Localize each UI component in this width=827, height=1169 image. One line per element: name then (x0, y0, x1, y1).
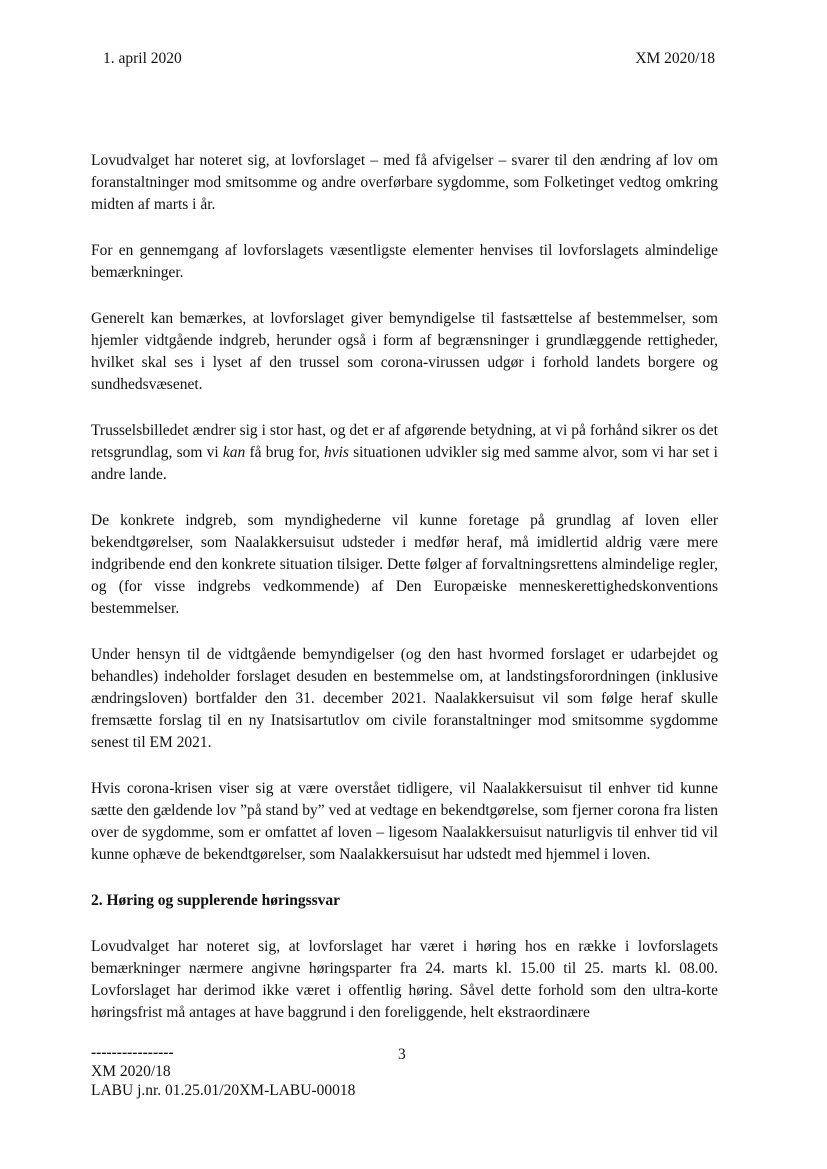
header-date: 1. april 2020 (103, 50, 182, 67)
footer-journal-number: LABU j.nr. 01.25.01/20XM-LABU-00018 (91, 1082, 356, 1099)
page-number: 3 (398, 1046, 406, 1063)
paragraph: Lovudvalget har noteret sig, at lovforslaget har været i høring hos en række i lovforslagets bemærkninger nærmere angivne høringsparter fra 24. marts kl. 15.00 til 25. marts kl. 08.00. Lovforslaget har derimod ikke været i offentlig høring. Såvel dette forhold som den ultra-korte høringsfrist må antages at have baggrund i den foreliggende, helt ekstraordinære (91, 938, 718, 1021)
section-heading: 2. Høring og supplerende høringssvar (91, 892, 341, 909)
paragraph: Lovudvalget har noteret sig, at lovforslaget – med få afvigelser – svarer til den ændring af lov om foranstaltninger mod smitsomme og andre overførbare sygdomme, som Folketinget vedtog omkring midten af marts i år. (91, 152, 718, 213)
document-body (91, 150, 718, 1048)
paragraph-text: få brug for, (245, 444, 324, 461)
paragraph-text: situationen udvikler sig med samme alvor, som vi har set i andre lande. (91, 444, 718, 483)
paragraph: For en gennemgang af lovforslagets væsentligste elementer henvises til lovforslagets almindelige bemærkninger. (91, 242, 718, 281)
emphasis-text: hvis (323, 444, 349, 461)
paragraph: De konkrete indgreb, som myndighederne vil kunne foretage på grundlag af loven eller bekendtgørelser, som Naalakkersuisut udsteder i medfør heraf, må imidlertid aldrig være mere indgribende end den konkrete situation tilsiger. Dette følger af forvaltningsrettens almindelige regler, og (for visse indgrebs vedkommende) af Den Europæiske menneskerettighedskonventions bestemmelser. (91, 512, 718, 617)
header-reference: XM 2020/18 (635, 50, 715, 67)
paragraph (91, 420, 718, 486)
paragraph: Generelt kan bemærkes, at lovforslaget giver bemyndigelse til fastsættelse af bestemmelser, som hjemler vidtgående indgreb, herunder også i form af begrænsninger i grundlæggende rettigheder, hvilket skal ses i lyset af den trussel som corona-virussen udgør i forhold landets borgere og sundhedsvæsenet. (91, 310, 718, 393)
footer-reference: XM 2020/18 (91, 1063, 171, 1080)
footer-rule: ---------------- (91, 1044, 174, 1061)
paragraph-text: Trusselsbilledet ændrer sig i stor hast, og det er af afgørende betydning, at vi på forhånd sikrer os det retsgrundlag, som vi (91, 422, 718, 461)
emphasis-text: kan (222, 444, 246, 461)
paragraph: Under hensyn til de vidtgående bemyndigelser (og den hast hvormed forslaget er udarbejdet og behandles) indeholder forslaget desuden en bestemmelse om, at landstingsforordningen (inklusive ændringsloven) bortfalder den 31. december 2021. Naalakkersuisut vil som følge heraf skulle fremsætte forslag til en ny Inatsisartutlov om civile foranstaltninger mod smitsomme sygdomme senest til EM 2021. (91, 646, 718, 751)
paragraph: Hvis corona-krisen viser sig at være overstået tidligere, vil Naalakkersuisut til enhver tid kunne sætte den gældende lov ”på stand by” ved at vedtage en bekendtgørelse, som fjerner corona fra listen over de sygdomme, som er omfattet af loven – ligesom Naalakkersuisut naturligvis til enhver tid vil kunne ophæve de bekendtgørelser, som Naalakkersuisut har udstedt med hjemmel i loven. (91, 780, 718, 863)
footer (91, 1043, 355, 1100)
